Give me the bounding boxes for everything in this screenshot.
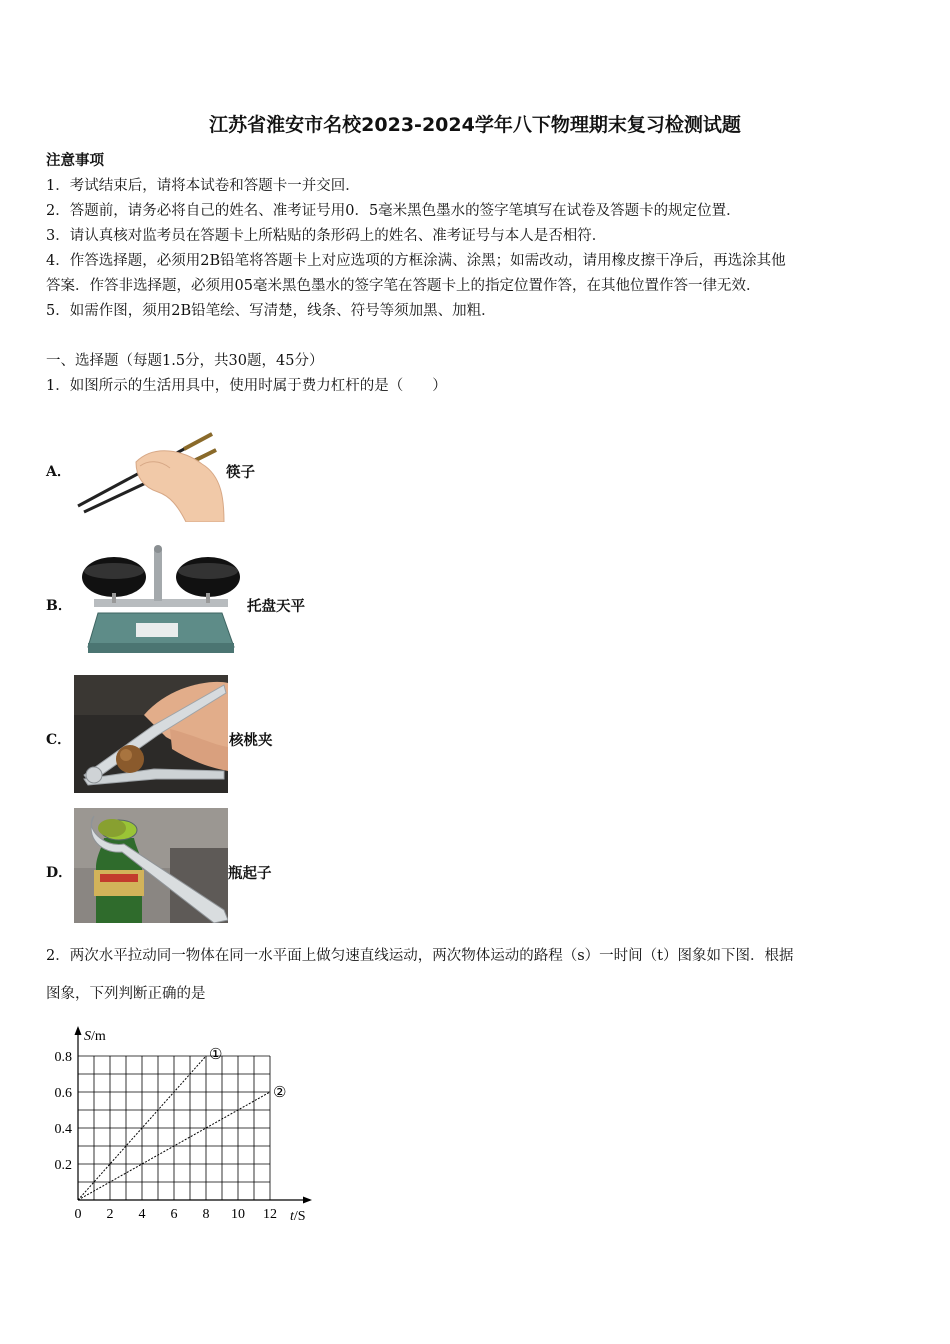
x-axis-arrow xyxy=(303,1197,312,1204)
x-tick-label: 8 xyxy=(202,1207,210,1222)
y-tick-label: 0.4 xyxy=(54,1122,72,1137)
option-a-label: 筷子 xyxy=(226,464,255,481)
x-axis-label: t/S xyxy=(290,1209,306,1224)
st-chart xyxy=(40,1020,330,1230)
bottle-opener-image xyxy=(74,808,228,923)
balance-image xyxy=(74,543,246,658)
x-tick-label: 0 xyxy=(74,1207,82,1222)
q2-stem-line2: 图象，下列判断正确的是 xyxy=(46,986,206,1002)
x-tick-label: 10 xyxy=(231,1207,245,1222)
option-a-letter: A． xyxy=(46,464,71,480)
y-axis-arrow xyxy=(75,1026,82,1035)
y-axis-label: S/m xyxy=(84,1029,106,1044)
q1-stem: 1．如图所示的生活用具中，使用时属于费力杠杆的是（ ） xyxy=(46,378,447,394)
option-b-letter: B． xyxy=(46,598,72,614)
section-heading: 一、选择题（每题1.5分，共30题，45分） xyxy=(46,353,324,369)
x-tick-label: 6 xyxy=(170,1207,178,1222)
y-tick-label: 0.2 xyxy=(54,1158,72,1173)
x-tick-label: 4 xyxy=(138,1207,146,1222)
notice-item-2: 2．答题前，请务必将自己的姓名、准考证号用0．5毫米黑色墨水的签字笔填写在试卷及答题卡的规定位置． xyxy=(46,203,741,219)
option-b-label: 托盘天平 xyxy=(247,598,305,615)
y-tick-label: 0.8 xyxy=(54,1050,72,1065)
series-label-2: ② xyxy=(273,1085,287,1101)
option-c-letter: C． xyxy=(46,732,72,748)
notice-heading: 注意事项 xyxy=(46,152,104,169)
page-title: 江苏省淮安市名校2023-2024学年八下物理期末复习检测试题 xyxy=(209,114,741,136)
option-c-label: 核桃夹 xyxy=(229,732,273,749)
notice-item-4-cont: 答案．作答非选择题，必须用05毫米黑色墨水的签字笔在答题卡上的指定位置作答，在其他位置作答一律无效． xyxy=(46,278,761,294)
option-d-label: 瓶起子 xyxy=(228,865,272,882)
notice-item-3: 3．请认真核对监考员在答题卡上所粘贴的条形码上的姓名、准考证号与本人是否相符． xyxy=(46,228,607,244)
x-tick-label: 12 xyxy=(263,1207,277,1222)
q2-stem-line1: 2．两次水平拉动同一物体在同一水平面上做匀速直线运动，两次物体运动的路程（s）一时间（t）图象如下图．根据 xyxy=(46,948,794,964)
x-tick-label: 2 xyxy=(106,1207,114,1222)
option-d-letter: D． xyxy=(46,865,73,881)
notice-item-1: 1．考试结束后，请将本试卷和答题卡一并交回． xyxy=(46,178,360,194)
nutcracker-image xyxy=(74,675,228,793)
notice-item-4: 4．作答选择题，必须用2B铅笔将答题卡上对应选项的方框涂满、涂黑；如需改动，请用橡皮擦干净后，再选涂其他 xyxy=(46,253,786,269)
series-label-1: ① xyxy=(209,1047,223,1063)
notice-item-5: 5．如需作图，须用2B铅笔绘、写清楚，线条、符号等须加黑、加粗． xyxy=(46,303,496,319)
y-tick-label: 0.6 xyxy=(54,1086,72,1101)
chopsticks-image xyxy=(74,414,226,522)
chart-grid xyxy=(78,1056,270,1200)
